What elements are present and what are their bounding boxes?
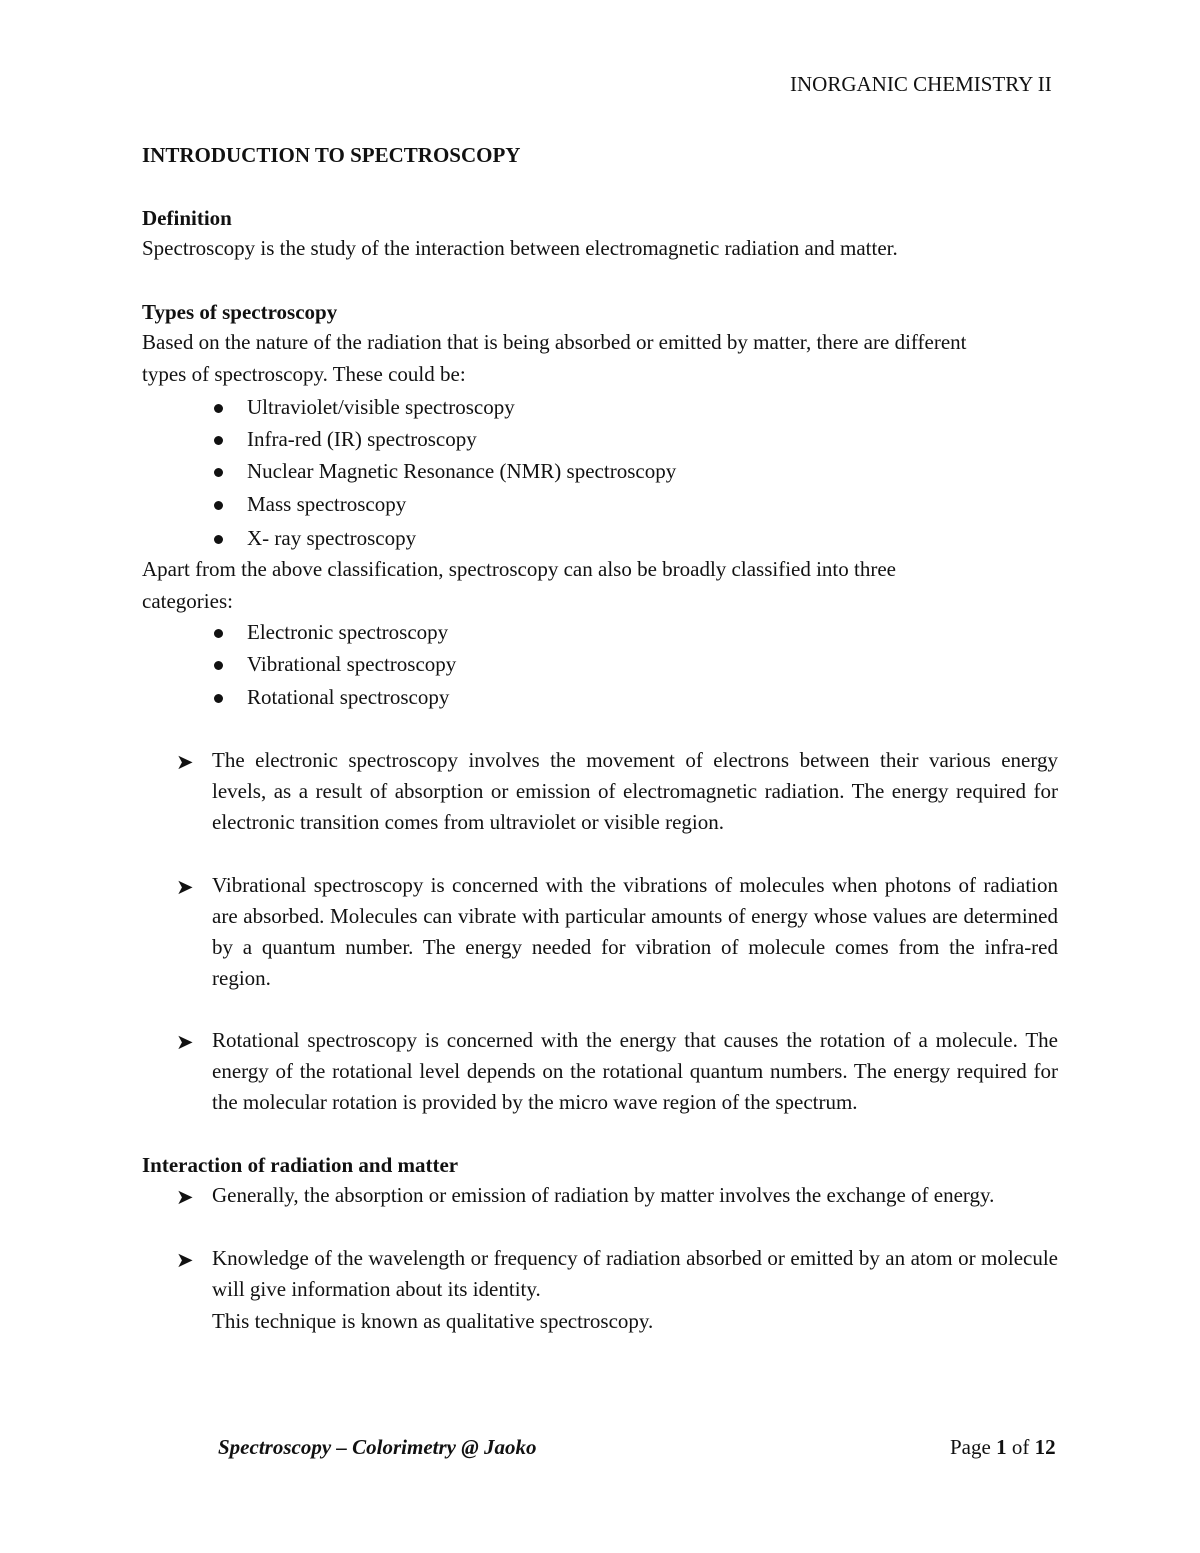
bullet-icon — [214, 629, 223, 638]
page-middle: of — [1006, 1435, 1035, 1459]
list-item: Vibrational spectroscopy — [247, 652, 457, 676]
explanation-electronic: The electronic spectroscopy involves the movement of electrons between their various energy levels, as a result of absorption or emission of electromagnetic radiation. The energy required for electronic transition comes from ultraviolet or visible region. — [212, 748, 1058, 834]
list-item: X- ray spectroscopy — [247, 526, 417, 550]
definition-heading: Definition — [142, 206, 232, 230]
classification-line-1: Apart from the above classification, spectroscopy can also be broadly classified into three — [142, 557, 896, 581]
bullet-icon — [214, 535, 223, 544]
bullet-icon — [214, 694, 223, 703]
footer-title: Spectroscopy – Colorimetry @ Jaoko — [218, 1435, 537, 1459]
list-item: Mass spectroscopy — [247, 492, 407, 516]
bullet-icon — [214, 468, 223, 477]
list-item: Electronic spectroscopy — [247, 620, 449, 644]
arrow-bullet-icon: ➤ — [176, 1030, 194, 1054]
arrow-bullet-icon: ➤ — [176, 1185, 194, 1209]
explanation-vibrational: Vibrational spectroscopy is concerned with the vibrations of molecules when photons of radiation are absorbed. Molecules can vibrate with particular amounts of energy whose values are determined by a quantum number. The energy needed for vibration of molecule comes from the infra-red region. — [212, 873, 1058, 990]
types-intro-line-1: Based on the nature of the radiation that is being absorbed or emitted by matter, there are different — [142, 330, 967, 354]
bullet-icon — [214, 661, 223, 670]
interaction-heading: Interaction of radiation and matter — [142, 1153, 459, 1177]
page-current: 1 — [996, 1435, 1007, 1459]
bullet-icon — [214, 501, 223, 510]
types-heading: Types of spectroscopy — [142, 300, 338, 324]
list-item: Infra-red (IR) spectroscopy — [247, 427, 477, 451]
types-intro-line-2: types of spectroscopy. These could be: — [142, 362, 466, 386]
arrow-bullet-icon: ➤ — [176, 750, 194, 774]
explanation-rotational: Rotational spectroscopy is concerned with the energy that causes the rotation of a molecule. The energy of the rotational level depends on the rotational quantum numbers. The energy required for the molecular rotation is provided by the micro wave region of the spectrum. — [212, 1028, 1058, 1114]
list-item: Nuclear Magnetic Resonance (NMR) spectroscopy — [247, 459, 677, 483]
interaction-note: This technique is known as qualitative spectroscopy. — [212, 1309, 654, 1333]
bullet-icon — [214, 404, 223, 413]
list-item: Rotational spectroscopy — [247, 685, 450, 709]
list-item: Ultraviolet/visible spectroscopy — [247, 395, 515, 419]
definition-text: Spectroscopy is the study of the interaction between electromagnetic radiation and matter. — [142, 236, 898, 260]
interaction-point: Knowledge of the wavelength or frequency of radiation absorbed or emitted by an atom or molecule will give information about its identity. — [212, 1246, 1058, 1301]
interaction-point: Generally, the absorption or emission of radiation by matter involves the exchange of energy. — [212, 1183, 995, 1207]
page-number — [950, 1437, 1056, 1458]
page-prefix: Page — [950, 1435, 997, 1459]
page-total: 12 — [1034, 1435, 1056, 1459]
classification-line-2: categories: — [142, 589, 233, 613]
arrow-bullet-icon: ➤ — [176, 1248, 194, 1272]
arrow-bullet-icon: ➤ — [176, 875, 194, 899]
running-header: INORGANIC CHEMISTRY II — [790, 72, 1052, 96]
page-title: INTRODUCTION TO SPECTROSCOPY — [142, 143, 521, 167]
bullet-icon — [214, 436, 223, 445]
